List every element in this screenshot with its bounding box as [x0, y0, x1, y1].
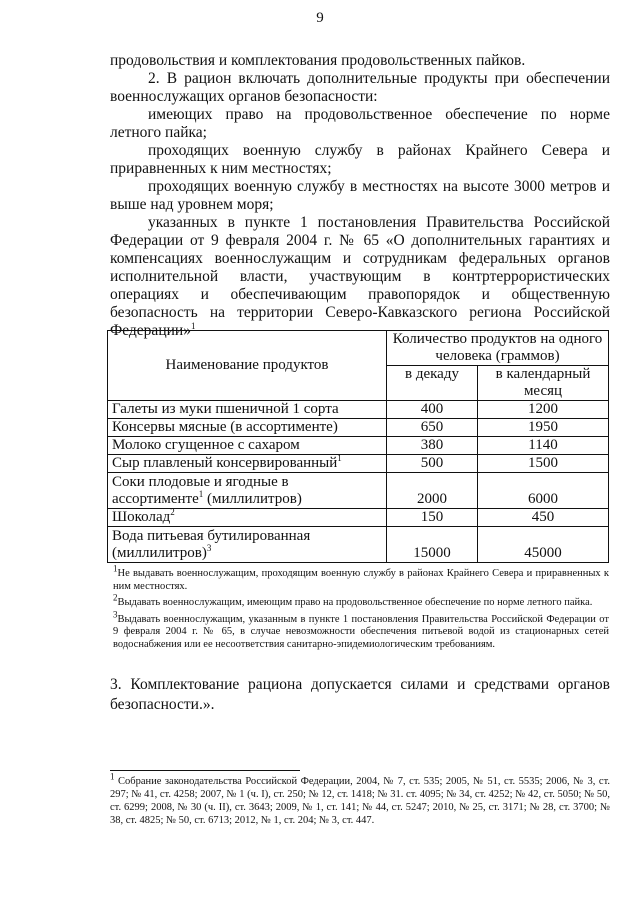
qty-month: 1200 — [478, 401, 609, 419]
list-item-far-north: проходящих военную службу в районах Крайнего Севера и приравненных к ним местностях; — [110, 142, 610, 177]
paragraph-3: 3. Комплектование рациона допускается силами и средствами органов безопасности.». — [110, 676, 610, 713]
table-note: $^2$Выдавать военнослужащим, имеющим право на продовольственное обеспечение по норме летного пайка. — [113, 592, 593, 608]
qty-decade: 150 — [387, 509, 478, 527]
table-note: $^1$Не выдавать военнослужащим, проходящим военную службу в районах Крайнего Севера и приравненных к ним местностях. — [113, 563, 609, 592]
page-number: 9 — [316, 10, 324, 26]
table-row — [108, 437, 609, 455]
qty-month: 45000 — [478, 527, 609, 563]
list-item-high-altitude: проходящих военную службу в местностях на высоте 3000 метров и выше над уровнем моря; — [110, 178, 610, 213]
qty-decade: 500 — [387, 455, 478, 473]
qty-month: 6000 — [478, 473, 609, 509]
qty-decade: 400 — [387, 401, 478, 419]
page-footnote — [110, 771, 611, 827]
body-text-block — [110, 52, 610, 340]
footnote-text: Собрание законодательства Российской Федерации, 2004, № 7, ст. 535; 2005, № 51, ст. 5535; 2006, № 3, ст. 297; № 41, ст. 4258; 2007, № 1 (ч. I), ст. 250; № 12, ст. 1418; № 31. ст. 4095; № 34, ст. 4252; № 42, ст. 5050; № 50, ст. 6299; 2008, № 30 (ч. II), ст. 3643; 2009, № 1, ст. 141; № 44, ст. 5247; 2010, № 25, ст. 3171; № 28, ст. 3700; № 38, ст. 4825; № 50, ст. 6713; 2012, № 1, ст. 204; № 3, ст. 447. — [110, 776, 611, 826]
header-quantity: Количество продуктов на одного человека (граммов) — [387, 331, 609, 366]
table-row — [108, 509, 609, 527]
product-name: Вода питьевая бутилированная (миллилитров)$^3$ — [108, 527, 387, 563]
table-note: $^3$Выдавать военнослужащим, указанным в пункте 1 постановления Правительства Российской Федерации от 9 февраля 2004 г. № 65, в случае невозможности обеспечения питьевой водой из стационарных сетей водоснабжения или ее несоответствия санитарно-эпидемиологическим требованиям. — [113, 609, 609, 650]
qty-month: 450 — [478, 509, 609, 527]
qty-decade: 2000 — [387, 473, 478, 509]
products-table — [107, 330, 609, 563]
header-per-month: в календарный месяц — [478, 366, 609, 401]
qty-decade: 15000 — [387, 527, 478, 563]
table-row — [108, 527, 609, 563]
paragraph-2: 2. В рацион включать дополнительные продукты при обеспечении военнослужащих органов безопасности: — [110, 70, 610, 105]
table-row — [108, 455, 609, 473]
resolution-text: указанных в пункте 1 постановления Правительства Российской Федерации от 9 февраля 2004 г. № 65 «О дополнительных гарантиях и компенсациях военнослужащим и сотрудникам федеральных органов исполнительной власти, участвующим в контртеррористических операциях и обеспечивающим правопорядок и общественную безопасность на территории Северо-Кавказского региона Российской Федерации» — [110, 214, 610, 339]
qty-month: 1500 — [478, 455, 609, 473]
product-name: Шоколад$^2$ — [108, 509, 387, 527]
footnote-mark: 1 — [110, 771, 115, 782]
list-item-flight-ration: имеющих право на продовольственное обеспечение по норме летного пайка; — [110, 106, 610, 141]
table-row — [108, 473, 609, 509]
product-name: Молоко сгущенное с сахаром — [108, 437, 387, 455]
qty-decade: 650 — [387, 419, 478, 437]
qty-decade: 380 — [387, 437, 478, 455]
product-name: Соки плодовые и ягодные в ассортименте$^1$ (миллилитров) — [108, 473, 387, 509]
paragraph-continuation: продовольствия и комплектования продовольственных пайков. — [110, 52, 526, 69]
product-name: Галеты из муки пшеничной 1 сорта — [108, 401, 387, 419]
product-name: Сыр плавленый консервированный$^1$ — [108, 455, 387, 473]
header-product-name: Наименование продуктов — [108, 331, 387, 401]
footnote-ref: 1 — [190, 320, 196, 331]
table-notes — [113, 563, 609, 655]
footnote-divider — [110, 770, 300, 771]
qty-month: 1140 — [478, 437, 609, 455]
qty-month: 1950 — [478, 419, 609, 437]
product-name: Консервы мясные (в ассортименте) — [108, 419, 387, 437]
table-row — [108, 419, 609, 437]
list-item-resolution-65 — [110, 214, 610, 340]
table-row — [108, 401, 609, 419]
header-per-decade: в декаду — [387, 366, 478, 401]
